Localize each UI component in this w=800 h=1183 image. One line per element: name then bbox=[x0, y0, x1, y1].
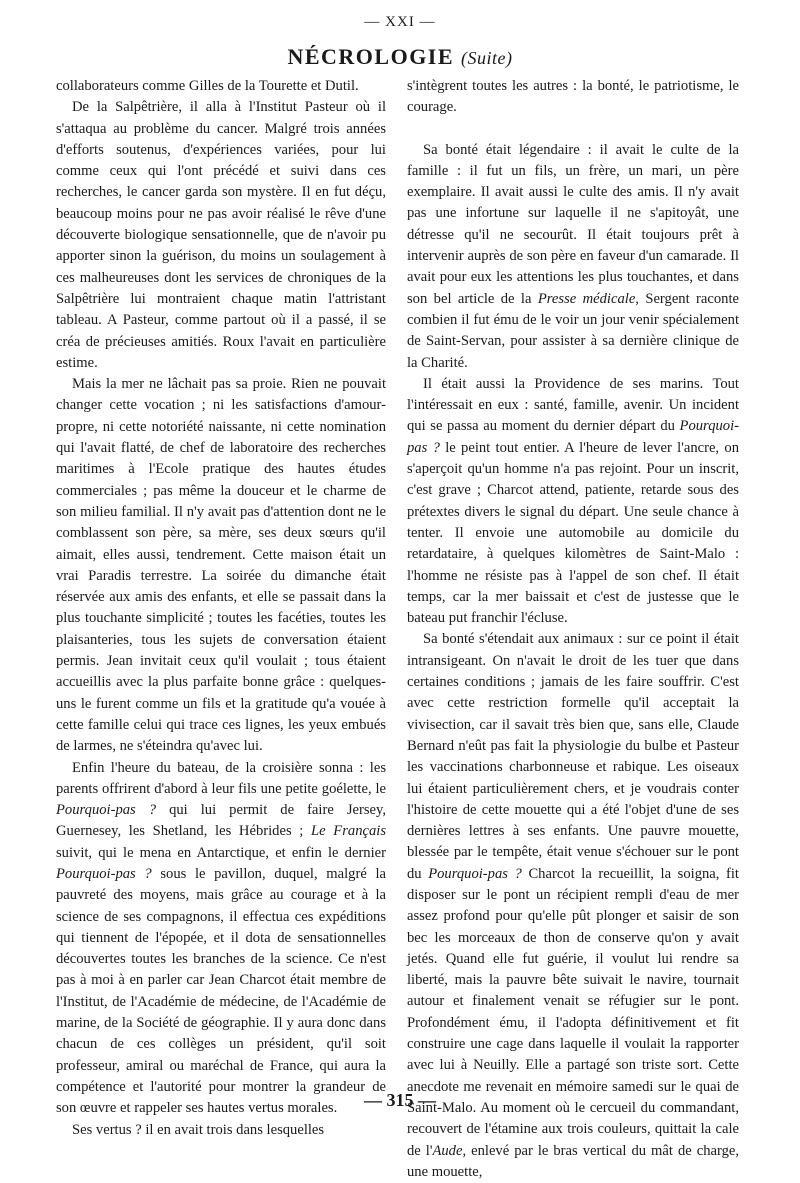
text-run: Charcot la recueillit, la soigna, fit disposer sur le pont un récipient rempli d'eau de mer assez profond pour qu'elle pût plonger et saisir de son bec les morceaux de thon de conserve qu'on y avait jetés. Quand elle fut guérie, il voulut lui rendre sa liberté, mais la pauvre bête suivait le navire, tournait autour et finalement venait se réfugier sur le pont. Profondément ému, il l'adopta définitivement et fit construire une cage dans laquelle il voulait la rapporter avec lui à Neuilly. Elle a partagé son triste sort. Cette anecdote me revenait en mémoire samedi sur le quai de Saint-Malo. Au moment où le cercueil du commandant, recouvert de l'étamine aux trois couleurs, quittait la cale de l' bbox=[407, 865, 739, 1159]
text-run: Enfin l'heure du bateau, de la croisière sonna : les parents offrirent d'abord à leur fils une petite goélette, le bbox=[56, 759, 386, 797]
ship-name: Pourquoi-pas ? bbox=[407, 418, 739, 456]
ship-name: Le Français bbox=[311, 823, 386, 840]
right-paragraph-1: s'intègrent toutes les autres : la bonté, le patriotisme, le courage. bbox=[407, 78, 739, 116]
left-paragraph-1: collaborateurs comme Gilles de la Tourette et Dutil. bbox=[56, 78, 359, 94]
text-run: Sa bonté s'étendait aux animaux : sur ce point il était intransigeant. On n'avait le droit de les tuer que dans certaines conditions ; jamais de les faire souffrir. C'est avec cette restriction formelle qu'il acceptait la vivisection, car il savait très bien que, sans elle, Claude Bernard n'eût pas fait la physiologie du bulbe et Pasteur les vaccinations charbonneuse et rabique. Les oiseaux lui étaient particulièrement chers, et je voudrais conter l'histoire de cette mouette qui a été l'objet d'une de ses dernières lettres à ses enfants. Une pauvre mouette, blessée par le tempête, était venue s'échouer sur le pont du bbox=[407, 631, 739, 882]
text-run: suivit, qui le mena en Antarctique, et enfin le dernier bbox=[56, 844, 386, 861]
text-run: , Sergent raconte combien il fut ému de le voir un jour venir spécialement de Saint-Servan, pour assister à sa dernière clinique de la Charité. bbox=[407, 290, 739, 371]
left-column bbox=[56, 76, 386, 1141]
ship-name: Pourquoi-pas ? bbox=[428, 865, 522, 882]
ship-name: Pourquoi-pas ? bbox=[56, 802, 157, 819]
section-title bbox=[0, 44, 800, 70]
title-text: NÉCROLOGIE bbox=[287, 44, 455, 69]
journal-name: Presse médicale bbox=[537, 290, 636, 307]
right-paragraph-3 bbox=[407, 374, 739, 630]
text-run: Sa bonté était légendaire : il avait le culte de la famille : il fut un fils, un frère, un mari, un père exemplaire. Il avait aussi le culte des amis. Il n'y avait pas une infortune sur laquelle il ne s'apitoyât, une détresse qu'il ne secourût. Il était toujours prêt à intervenir auprès de son père en faveur d'un camarade. Il avait pour eux les attentions les plus touchantes, et dans son bel article de la bbox=[407, 141, 739, 307]
ship-name: Aude bbox=[432, 1142, 463, 1159]
right-paragraph-2 bbox=[407, 140, 739, 374]
roman-page-number: — XXI — bbox=[364, 14, 436, 30]
page-number: — 315 — bbox=[364, 1090, 436, 1110]
title-subtitle: (Suite) bbox=[461, 48, 513, 68]
left-paragraph-5: Ses vertus ? il en avait trois dans lesquelles bbox=[72, 1121, 325, 1138]
text-run: Il était aussi la Providence de ses marins. Tout l'intéressait en eux : santé, famille, avenir. Un incident qui se passa au moment du dernier départ du bbox=[407, 375, 739, 435]
text-run: , enlevé par le bras vertical du mât de charge, une mouette, bbox=[407, 1142, 739, 1180]
left-paragraph-2: De la Salpêtrière, il alla à l'Institut Pasteur où il s'attaqua au problème du cancer. Malgré trois années d'efforts soutenus, d'expériences variées, pour lui comme ceux qui l'ont précédé et suivi dans ces recherches, le cancer garda son mystère. Il en fut déçu, beaucoup moins pour ne pas avoir réalisé le rêve d'une découverte biologique sensationnelle, que de n'avoir pu apporter sinon la guérison, du moins un soulagement à ces malheureuses dont les services de chroniques de la Salpêtrière lui montraient chaque matin l'attristant tableau. A Pasteur, comme partout où il a passé, il se créa de précieuses amitiés. Roux l'avait en particulière estime. bbox=[56, 99, 386, 371]
text-run: sous le pavillon, duquel, malgré la pauvreté des moyens, mais grâce au courage et à la science de ses compagnons, il effectua ces expéditions qui tiennent de l'épopée, et il dota de sensationnelles découvertes toutes les branches de la science. Ce n'est pas à moi à en parler car Jean Charcot était membre de l'Institut, de l'Académie de médecine, de l'Académie de marine, de la Société de géographie. Il y aura donc dans chacun de ces collèges un président, qu'il soit professeur, amiral ou maréchal de France, qui aura la compétence et l'autorité pour montrer la grandeur de son œuvre et rappeler ses hautes vertus morales. bbox=[56, 865, 386, 1117]
text-run: le peint tout entier. A l'heure de lever l'ancre, on s'aperçoit qu'un homme n'a pas rejoint. Pour un inscrit, c'est grave ; Charcot attend, patiente, retarde sous des prétextes divers le signal du départ. Une seule chance à tenter. Il envoie une automobile au domicile du retardataire, à quelques kilomètres de Saint-Malo : l'homme ne résiste pas à l'appel de son chef. Il était temps, car la mer baissait et c'est de justesse que le bateau put franchir l'écluse. bbox=[407, 439, 739, 627]
left-paragraph-3: Mais la mer ne lâchait pas sa proie. Rien ne pouvait changer cette vocation ; ni les satisfactions d'amour-propre, ni cette notoriété naissante, ni cette nomination qui l'avait flatté, de chef de laboratoire des recherches maritimes à l'Ecole pratique des hautes études commerciales ; pas même la douceur et le charme de son milieu familial. Il n'y avait pas d'attention dont ne le comblassent son père, sa mère, ses deux sœurs qu'il aimait, elles aussi, tendrement. Cette maison était un vrai Paradis terrestre. La soirée du dimanche était réservée aux amis des enfants, et elle se passait dans la plus touchante simplicité ; toutes les facéties, toutes les plaisanteries, tous les sujets de conversation étaient permis. Jean invitait ceux qu'il voulait ; tous étaient accueillis avec la plus parfaite bonne grâce : quelques-uns le furent comme un fils et la gratitude qu'a vouée à cette famille celui qui trace ces lignes, les yeux embués de larmes, ne s'éteindra qu'avec lui. bbox=[56, 376, 386, 755]
left-paragraph-4 bbox=[56, 758, 386, 1120]
right-column bbox=[407, 76, 739, 1183]
text-run: qui lui permit de faire Jersey, Guernesey, les Shetland, les Hébrides ; bbox=[56, 802, 386, 840]
ship-name: Pourquoi-pas ? bbox=[56, 865, 152, 882]
